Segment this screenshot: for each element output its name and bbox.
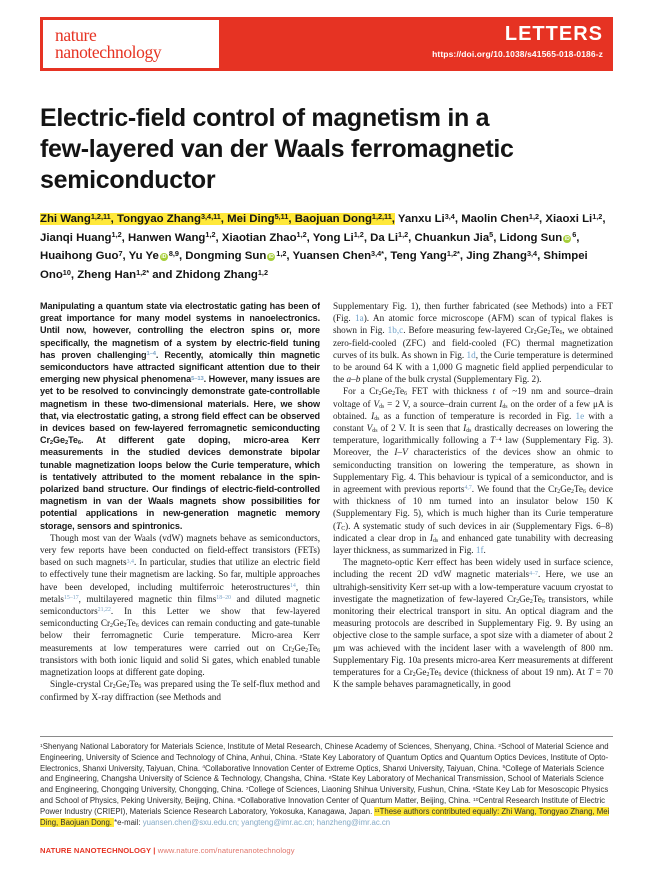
footer-separator: | [151,846,158,855]
body-paragraph: For a $Cr_2Ge_2Te_6$ FET with thickness t of ~19 nm and source–drain voltage of $V_{ds} = 2$ V, a source–drain current $I_{ds}$ on the order of a few μA is obtained. $I_{ds}$ as a function of temperature is recorded in Fig. 1e with a constant $V_{ds}$ of 2 V. It is seen that $I_{ds}$ drastically decreases on lowering the temperature, logarithmically following a $T^{-4}$ law (Supplementary Fig. 3). Moreover, the I–V characteristics of the devices show an ohmic to semiconducting transition on lowering the temperature, as shown in Supplementary Fig. 4. This behaviour is typical of a semiconductor, and is in agreement with previous reports$^{4,7}$. We found that the $Cr_2Ge_2Te_6$ device with thickness of 10 nm turned into an insulator below 150 K (Supplementary Fig. 5), which is much higher than its Curie temperature $(T_C)$. A systematic study of such devices in air (Supplementary Figs. 6–8) indicated a clear drop in $I_{ds}$ and enhanced gate tunability with decreasing layer thickness, as summarized in Fig. 1f. [333,386,613,556]
citation-ref[interactable]: 1–4 [146,351,156,358]
citation-ref[interactable]: 4–7 [529,570,538,577]
figure-link[interactable]: 1a [355,313,364,324]
affiliations-note [40,742,613,828]
figure-link[interactable]: 1b,c [387,325,404,336]
body-paragraph: Single-crystal $Cr_2Ge_2Te_6$ was prepared using the Te self-flux method and confirmed by X-ray diffraction (see Methods and [40,679,320,702]
equal-contribution-note: $^{11}$These authors contributed equally: Zhi Wang, Tongyao Zhang, Mei Ding, Baojuan Dong. [40,806,610,827]
orcid-icon[interactable]: iD [161,254,167,261]
body-paragraph: The magneto-optic Kerr effect has been widely used in surface science, including the recent 2D vdW magnetic materials$^{4-7}$. Here, we use an ultrahigh-sensitivity Kerr set-up with a low-temperature vacuum cryostat to investigate the magnetization of few-layered $Cr_2Ge_2Te_6$ transistors, while monitoring their electrical transport in situ. An optical diagram and the measuring protocols are described in Supplementary Fig. 9. By using an objective close to the sample surface, a spot size with a diameter of about 2 μm was achieved with the incident laser with a wavelength of 800 nm. Supplementary Fig. 10a presents micro-area Kerr measurements at different temperatures for a $Cr_2Ge_2Te_6$ device (thickness of about 19 nm). At T = 70 K the sample behaves paramagnetically, in good [333,557,613,690]
author-rest: Yanxu Li$^{3,4}$, Maolin Chen$^{1,2}$, Xiaoxi Li$^{1,2}$, Jianqi Huang$^{1,2}$, Hanwen Wang$^{1,2}$, Xiaotian Zhao$^{1,2}$, Yong Li$^{1,2}$, Da Li$^{1,2}$, Chuankun Jia$^5$, Lidong Sun iD $^6$, Huaihong Guo$^7$, Yu Ye iD $^{8,9}$, Dongming Sun iD $^{1,2}$, Yuansen Chen$^{3,4*}$, Teng Yang$^{1,2*}$, Jing Zhang$^{3,4}$, Shimpei Ono$^{10}$, Zheng Han$^{1,2*}$ and Zhidong Zhang$^{1,2}$ [40,211,606,281]
footer-journal-name: NATURE NANOTECHNOLOGY [40,846,152,855]
body-column-right [333,300,613,734]
citation-ref[interactable]: 5–13 [191,375,204,382]
author-highlight: Zhi Wang$^{1,2,11}$, Tongyao Zhang$^{3,4,11}$, Mei Ding$^{5,11}$, Baojuan Dong$^{1,2,11}$, [40,211,395,225]
body-paragraph: Though most van der Waals (vdW) magnets behave as semiconductors, very few reports have been conducted on field-effect transistors (FETs) based on such magnets$^{3,4}$. In particular, studies that utilize an electric field to effectively tune their magnetism are lacking. So far, multiple approaches have been developed, including multiferroic heterostructures$^{14}$, thin metals$^{15-17}$, multilayered magnetic thin films$^{18-20}$ and diluted magnetic semiconductors$^{21,22}$. In this Letter we show that few-layered semiconducting $Cr_2Ge_2Te_6$ devices can remain conducting and gate-tunable below their ferromagnetic Curie temperature. Micro-area Kerr measurements at low temperatures were carried out on $Cr_2Ge_2Te_6$ transistors with both ionic liquid and solid Si gates, which enabled tunable magnetization loops at different gate doping. [40,532,320,678]
doi-link[interactable]: https://doi.org/10.1038/s41565-018-0186-z [432,49,603,59]
email-links[interactable]: yuansen.chen@sxu.edu.cn; yangteng@imr.ac.cn; hanzheng@imr.ac.cn [142,817,391,827]
journal-logo [43,20,219,68]
title-line-3: semiconductor [40,166,216,194]
abstract-paragraph: Manipulating a quantum state via electrostatic gating has been of great importance for many model systems in nanoelectronics. Until now, however, controlling the electron spins or, more specifically, the magnetism of a system by electric-field tuning has proven challenging$^{1-4}$. Recently, atomically thin magnetic semiconductors have attracted significant attention due to their emerging new physical phenomena$^{5-13}$. However, many issues are yet to be resolved to convincingly demonstrate gate-controllable magnetism in these two-dimensional materials. Here, we show that, via electrostatic gating, a strong field effect can be observed in devices based on few-layered ferromagnetic semiconducting $Cr_2Ge_2Te_6$. At different gate doping, micro-area Kerr measurements in the studied devices demonstrate bipolar tunable magnetization loops below the Curie temperature, which is tentatively attributed to the moment rebalance in the spin-polarized band structure. Our findings of electric-field-controlled magnetism in van der Waals magnets show possibilities for potential applications in new-generation magnetic memory storage, sensors and spintronics. [40,301,320,531]
body-paragraph: Supplementary Fig. 1), then further fabricated (see Methods) into a FET (Fig. 1a). An atomic force microscope (AFM) scan of typical flakes is shown in Fig. 1b,c. Before measuring few-layered $Cr_2Ge_2Te_6$, we obtained zero-field-cooled (ZFC) and field-cooled (FC) thermal magnetization curves of its bulk. As shown in Fig. 1d, the Curie temperature is determined to be around 64 K with a 1,000 G magnetic field applied perpendicular to the a–b plane of the bulk crystal (Supplementary Fig. 2). [333,301,613,385]
author-list [40,210,613,284]
affiliations-text: $^1$Shenyang National Laboratory for Materials Science, Institute of Metal Research, Chinese Academy of Sciences, Shenyang, China. $^2$School of Material Science and Engineering, University of Science and Technology of China, Anhui, China. $^3$State Key Laboratory of Quantum Optics and Quantum Optics Devices, Institute of Opto-Electronics, Shanxi University, Taiyuan, China. $^4$Collaborative Innovation Center of Extreme Optics, Shanxi University, Taiyuan, China. $^5$College of Materials Science and Engineering, Changsha University of Science & Technology, Changsha, China. $^6$State Key Laboratory of Mechanical Transmission, School of Materials Science and Engineering, Chongqing University, Chongqing, China. $^7$College of Sciences, Liaoning Shihua University, Fushun, China. $^8$State Key Lab for Mesoscopic Physics and School of Physics, Peking University, Beijing, China. $^9$Collaborative Innovation Center of Quantum Matter, Beijing, China. $^{10}$Central Research Institute of Electric Power Industry (CRIEPI), Materials Science Research Laboratory, Yokosuka, Kanagawa, Japan. [40,742,609,816]
footnote-divider [40,736,613,737]
footer-url[interactable]: www.nature.com/naturenanotechnology [157,846,295,855]
masthead-banner [40,17,613,71]
citation-ref[interactable]: 18–20 [216,595,231,602]
body-column-left [40,300,320,734]
figure-link[interactable]: 1f [475,545,484,556]
figure-link[interactable]: 1e [575,410,585,421]
citation-ref[interactable]: 3,4 [126,558,134,565]
citation-ref[interactable]: 15–17 [63,595,79,602]
article-title [40,103,580,196]
journal-logo-text [55,27,161,61]
email-label: *e-mail: [114,817,143,827]
logo-line-1: nature [55,25,97,45]
citation-ref[interactable]: 21,22 [97,607,111,614]
orcid-icon[interactable]: iD [268,254,274,261]
figure-link[interactable]: 1d [466,349,476,360]
title-line-2: few-layered van der Waals ferromagnetic [40,135,514,163]
page-footer [40,846,613,855]
section-label: LETTERS [504,23,603,45]
logo-line-2: nanotechnology [55,42,162,62]
citation-ref[interactable]: 14 [289,583,296,590]
title-line-1: Electric-field control of magnetism in a [40,104,490,132]
orcid-icon[interactable]: iD [564,235,570,242]
citation-ref[interactable]: 4,7 [464,485,472,492]
